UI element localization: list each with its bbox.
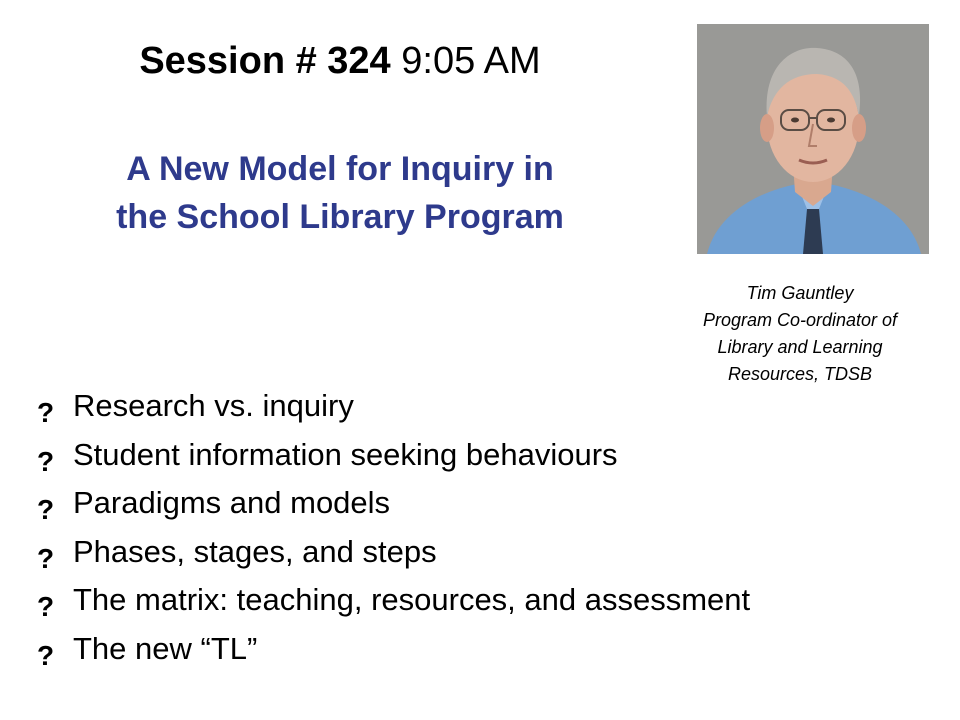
question-mark-icon: ? (37, 542, 55, 574)
presenter-role-line-3: Resources, TDSB (727, 364, 873, 384)
question-mark-icon: ? (37, 445, 55, 477)
list-item (37, 528, 917, 577)
list-item-text: Research vs. inquiry (73, 388, 354, 423)
session-number: Session # 324 (139, 40, 391, 82)
question-mark-icon: ? (37, 397, 55, 428)
session-time: 9:05 AM (401, 40, 541, 82)
session-heading (100, 40, 580, 83)
list-item (37, 625, 917, 674)
list-item-text: Phases, stages, and steps (73, 533, 437, 569)
slide-title-line-2: the School Library Program (116, 198, 564, 236)
slide-title (40, 145, 640, 241)
list-item (37, 382, 917, 431)
presenter-caption (655, 280, 945, 388)
list-item-text: Paradigms and models (73, 485, 391, 520)
question-mark-icon: ? (37, 591, 55, 622)
list-item (37, 576, 917, 625)
list-item (37, 479, 917, 528)
list-item (37, 431, 917, 480)
question-mark-icon: ? (37, 639, 55, 671)
list-item-text: Student information seeking behaviours (73, 436, 618, 472)
question-mark-icon: ? (37, 494, 55, 525)
slide-title-line-1: A New Model for Inquiry in (126, 150, 554, 188)
presenter-name: Tim Gauntley (746, 283, 854, 303)
topic-list (37, 382, 917, 673)
presenter-role-line-2: Library and Learning (717, 337, 883, 357)
presenter-role-line-1: Program Co-ordinator of (702, 310, 898, 330)
presenter-photo (697, 24, 929, 254)
list-item-text: The new “TL” (73, 630, 258, 666)
list-item-text: The matrix: teaching, resources, and assessment (73, 582, 751, 617)
